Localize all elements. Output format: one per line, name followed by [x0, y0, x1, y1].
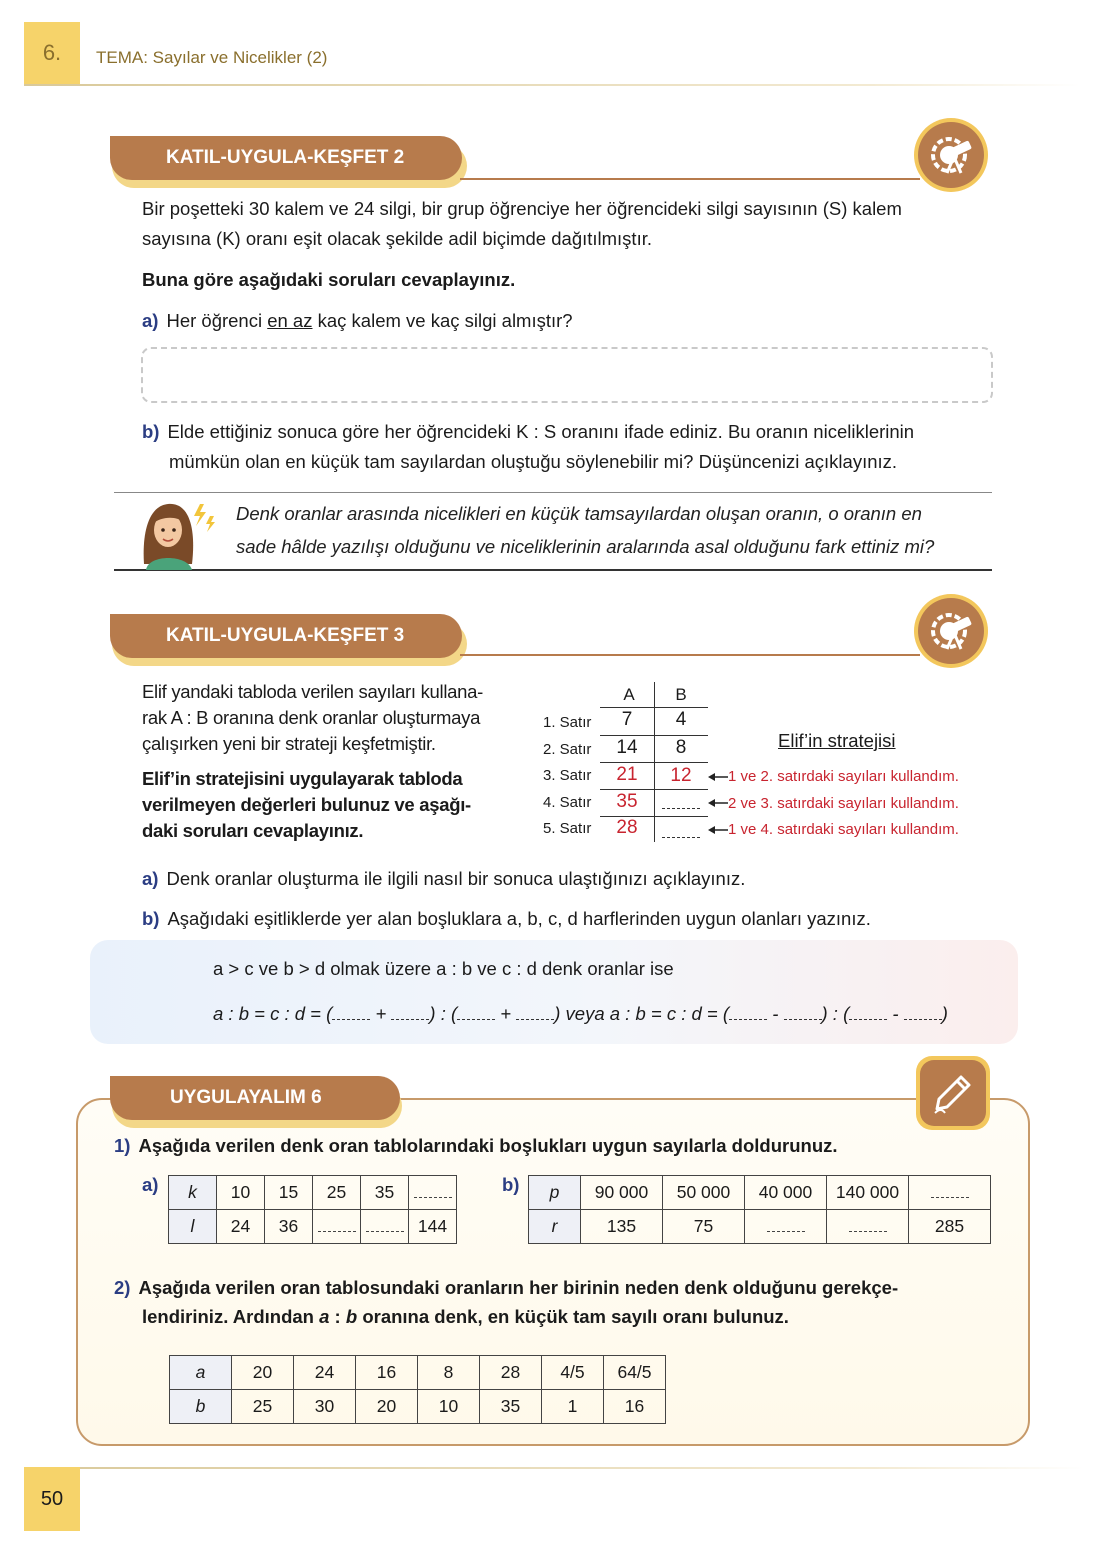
- kue2-intro-line1: Bir poşetteki 30 kalem ve 24 silgi, bir grup öğrenciye her öğrencideki silgi sayısının (S) kalem: [142, 198, 902, 219]
- table-cell: 4/5: [542, 1356, 604, 1390]
- question1-label: 1): [114, 1135, 131, 1156]
- kue3-instruction-line1: Elif’in stratejisini uygulayarak tabloda: [142, 768, 463, 789]
- column-a-header: A: [623, 685, 635, 704]
- formula-blank[interactable]: [391, 1006, 429, 1020]
- table-cell: 10: [217, 1176, 265, 1210]
- row4-b-blank[interactable]: [662, 797, 700, 809]
- pencil-icon: [916, 1056, 990, 1130]
- theme-title: TEMA: Sayılar ve Nicelikler (2): [96, 48, 328, 67]
- question-b-label: b): [142, 421, 160, 442]
- table-blank-cell[interactable]: [909, 1176, 991, 1210]
- formula-line1: [213, 958, 674, 980]
- girl-avatar: [130, 494, 220, 570]
- row4-a: 35: [616, 791, 638, 812]
- formula-separator: ) : (: [821, 1003, 850, 1024]
- formula-line2: [213, 1003, 948, 1025]
- question-b-text: Aşağıdaki eşitliklerde yer alan boşluklara a, b, c, d harflerinden uygun olanları yazınız.: [167, 908, 871, 929]
- table-head-a: a: [170, 1356, 232, 1390]
- formula-box: [90, 940, 1018, 1044]
- question-b-label: b): [142, 908, 160, 929]
- table-cell: 16: [604, 1390, 666, 1424]
- formula-blank[interactable]: [784, 1006, 822, 1020]
- kue2-question-b: [142, 417, 914, 447]
- table-cell: 36: [265, 1210, 313, 1244]
- kue3-instruction-line2: verilmeyen değerleri bulunuz ve aşağı-: [142, 794, 471, 815]
- table-cell: 35: [480, 1390, 542, 1424]
- kue3-question-b: [142, 904, 871, 934]
- unit-number: 6.: [24, 22, 80, 84]
- row3-b: 12: [670, 765, 692, 786]
- note-top-rule: [114, 492, 992, 493]
- footer-divider: [24, 1467, 1084, 1469]
- q1b-table: [528, 1175, 991, 1244]
- row2-a: 14: [616, 737, 638, 758]
- question-b-line1: Elde ettiğiniz sonuca göre her öğrencideki K : S oranını ifade ediniz. Bu oranın niceliklerinin: [167, 421, 915, 442]
- table-cell: 140 000: [827, 1176, 909, 1210]
- uyg6-title: UYGULAYALIM 6: [110, 1076, 400, 1120]
- formula-blank[interactable]: [516, 1006, 554, 1020]
- table-cell: 20: [356, 1390, 418, 1424]
- table-cell: 75: [663, 1210, 745, 1244]
- table-cell: 90 000: [581, 1176, 663, 1210]
- formula-close: ): [941, 1003, 948, 1024]
- kue2-banner-line: [460, 178, 920, 180]
- row1-a: 7: [621, 709, 633, 730]
- table-cell: 28: [480, 1356, 542, 1390]
- table-cell: 135: [581, 1210, 663, 1244]
- table-cell: 1: [542, 1390, 604, 1424]
- strategy-note-1: 1 ve 2. satırdaki sayıları kullandım.: [728, 768, 959, 785]
- minus-sign: -: [892, 1003, 899, 1024]
- table-cell: 25: [232, 1390, 294, 1424]
- colon: :: [329, 1306, 346, 1327]
- question-a-text-pre: Her öğrenci: [166, 310, 268, 331]
- kue2-question-a: [142, 306, 573, 336]
- formula-start: a : b = c : d = (: [213, 1003, 333, 1024]
- table-head-b: b: [170, 1390, 232, 1424]
- strategy-title: Elif’in stratejisi: [778, 730, 896, 751]
- formula-blank[interactable]: [332, 1006, 370, 1020]
- row2-b: 8: [675, 737, 687, 758]
- kue3-intro-line3: çalışırken yeni bir strateji keşfetmiştir.: [142, 733, 436, 754]
- uyg6-question1: [114, 1131, 838, 1161]
- header-divider: [24, 84, 1080, 86]
- page-number: 50: [24, 1467, 80, 1531]
- telescope-gear-icon: [914, 118, 988, 192]
- table-cell: 64/5: [604, 1356, 666, 1390]
- row-label: 1. Satır: [543, 714, 592, 731]
- table-blank-cell[interactable]: [745, 1210, 827, 1244]
- q1b-label: b): [502, 1174, 520, 1195]
- table-cell: 50 000: [663, 1176, 745, 1210]
- note-line2: sade hâlde yazılışı olduğunu ve niceliklerinin aralarında asal olduğunu fark ettiniz mi?: [236, 536, 935, 557]
- table-cell: 8: [418, 1356, 480, 1390]
- note-line1: Denk oranlar arasında nicelikleri en küçük tamsayılardan oluşan oranın, o oranın en: [236, 503, 922, 524]
- strategy-note-3: 1 ve 4. satırdaki sayıları kullandım.: [728, 821, 959, 838]
- plus-sign: +: [375, 1003, 387, 1024]
- table-cell: 25: [313, 1176, 361, 1210]
- uyg6-question2: [114, 1273, 898, 1303]
- table-cell: 10: [418, 1390, 480, 1424]
- strategy-arrows: [706, 769, 730, 837]
- row-label: 5. Satır: [543, 820, 592, 837]
- question1-text: Aşağıda verilen denk oran tablolarındaki boşlukları uygun sayılarla doldurunuz.: [138, 1135, 838, 1156]
- table-cell: 15: [265, 1176, 313, 1210]
- formula-veya: ) veya a : b = c : d = (: [554, 1003, 730, 1024]
- row1-b: 4: [675, 709, 687, 730]
- kue2-title: KATIL-UYGULA-KEŞFET 2: [110, 136, 462, 180]
- row-label: 3. Satır: [543, 767, 592, 784]
- table-blank-cell[interactable]: [361, 1210, 409, 1244]
- kue3-instruction: [142, 766, 471, 844]
- formula-blank[interactable]: [457, 1006, 495, 1020]
- kue3-intro-line2: rak A : B oranına denk oranlar oluşturmaya: [142, 707, 481, 728]
- kue2-intro-line2: sayısına (K) oranı eşit olacak şekilde adil biçimde dağıtılmıştır.: [142, 228, 652, 249]
- strategy-note-2: 2 ve 3. satırdaki sayıları kullandım.: [728, 795, 959, 812]
- question-a-text-post: kaç kalem ve kaç silgi almıştır?: [312, 310, 573, 331]
- table-cell: 20: [232, 1356, 294, 1390]
- table-head-p: p: [529, 1176, 581, 1210]
- table-head-l: l: [169, 1210, 217, 1244]
- question2-line2: [142, 1302, 789, 1332]
- table-cell: 144: [409, 1210, 457, 1244]
- formula-condition: a > c ve b > d olmak üzere a : b ve c : d denk oranlar ise: [213, 958, 674, 979]
- row5-a: 28: [616, 817, 638, 838]
- kue3-instruction-line3: daki soruları cevaplayınız.: [142, 820, 364, 841]
- q1a-label: a): [142, 1174, 159, 1195]
- question-a-text: Denk oranlar oluşturma ile ilgili nasıl bir sonuca ulaştığınızı açıklayınız.: [166, 868, 746, 889]
- formula-separator: ) : (: [429, 1003, 458, 1024]
- answer-box[interactable]: [141, 347, 993, 403]
- telescope-gear-icon: [914, 594, 988, 668]
- q1a-table: [168, 1175, 457, 1244]
- table-blank-cell[interactable]: [313, 1210, 361, 1244]
- kue3-question-a: [142, 864, 745, 894]
- plus-sign: +: [500, 1003, 512, 1024]
- var-b: b: [345, 1306, 358, 1327]
- column-b-header: B: [675, 685, 687, 704]
- question-a-underlined: en az: [267, 310, 313, 331]
- question2-line1: Aşağıda verilen oran tablosundaki oranların her birinin neden denk olduğunu gerekçe-: [138, 1277, 899, 1298]
- note-text: [236, 497, 996, 563]
- kue3-title: KATIL-UYGULA-KEŞFET 3: [110, 614, 462, 658]
- question2-line2-pre: lendiriniz. Ardından: [142, 1306, 320, 1327]
- table-head-r: r: [529, 1210, 581, 1244]
- table-cell: 40 000: [745, 1176, 827, 1210]
- question-b-line2: mümkün olan en küçük tam sayılardan oluştuğu söylenebilir mi? Düşüncenizi açıklayınız.: [169, 451, 898, 472]
- question2-label: 2): [114, 1277, 131, 1298]
- table-cell: 285: [909, 1210, 991, 1244]
- table-cell: 30: [294, 1390, 356, 1424]
- table-blank-cell[interactable]: [409, 1176, 457, 1210]
- formula-blank[interactable]: [904, 1006, 942, 1020]
- note-bottom-rule: [114, 569, 992, 571]
- question-a-label: a): [142, 868, 159, 889]
- question-a-label: a): [142, 310, 159, 331]
- q2-table: [169, 1355, 666, 1424]
- row-label: 4. Satır: [543, 794, 592, 811]
- formula-blank[interactable]: [849, 1006, 887, 1020]
- table-blank-cell[interactable]: [827, 1210, 909, 1244]
- kue3-intro: [142, 679, 483, 757]
- row-label: 2. Satır: [543, 741, 592, 758]
- question2-line2-post: oranına denk, en küçük tam sayılı oranı bulunuz.: [357, 1306, 789, 1327]
- table-head-k: k: [169, 1176, 217, 1210]
- table-cell: 16: [356, 1356, 418, 1390]
- kue2-instruction: Buna göre aşağıdaki soruları cevaplayınız.: [142, 269, 516, 290]
- kue3-banner-line: [460, 654, 920, 656]
- row3-a: 21: [616, 764, 638, 785]
- table-cell: 24: [294, 1356, 356, 1390]
- formula-blank[interactable]: [729, 1006, 767, 1020]
- var-a: a: [319, 1306, 330, 1327]
- table-cell: 35: [361, 1176, 409, 1210]
- kue3-intro-line1: Elif yandaki tabloda verilen sayıları kullana-: [142, 681, 483, 702]
- minus-sign: -: [772, 1003, 779, 1024]
- row5-b-blank[interactable]: [662, 826, 700, 838]
- table-cell: 24: [217, 1210, 265, 1244]
